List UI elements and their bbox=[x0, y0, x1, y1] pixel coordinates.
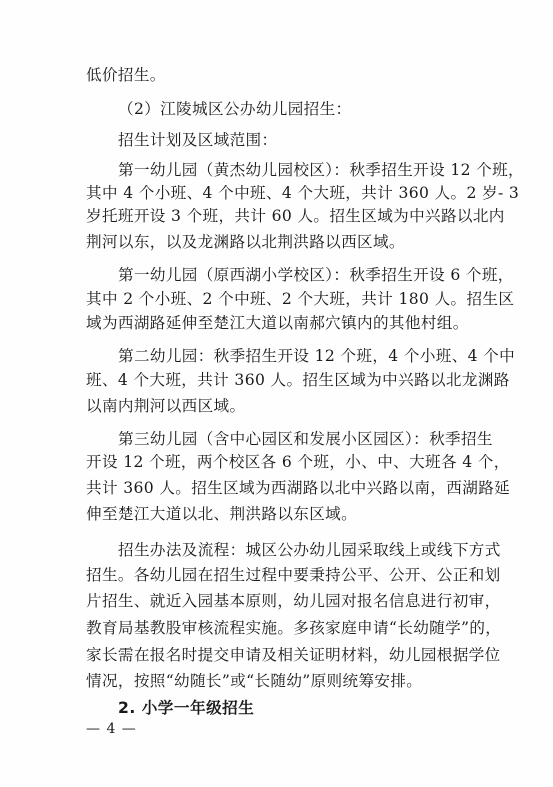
section-heading: （2）江陵城区公办幼儿园招生： bbox=[118, 100, 352, 118]
text-line: 开设 12 个班，两个校区各 6 个班，小、中、大班各 4 个， bbox=[86, 453, 510, 471]
text-line: 第一幼儿园（黄杰幼儿园校区）：秋季招生开设 12 个班， bbox=[118, 161, 525, 179]
page-number: — 4 — bbox=[86, 721, 137, 737]
text-line: 岁托班开设 3 个班，共计 60 人。招生区域为中兴路以北内 bbox=[86, 207, 505, 225]
subheading: 招生计划及区域范围： bbox=[118, 131, 278, 149]
text-line: 家长需在报名时提交申请及相关证明材料，幼儿园根据学位 bbox=[86, 646, 501, 664]
text-line: 其中 2 个小班、2 个中班、2 个大班，共计 180 人。招生区 bbox=[86, 290, 515, 308]
text-line: 域为西湖路延伸至楚江大道以南郝穴镇内的其他村组。 bbox=[86, 314, 469, 332]
text-line: 荆河以东，以及龙渊路以北荆洪路以西区域。 bbox=[86, 233, 405, 251]
text-line: 招生办法及流程：城区公办幼儿园采取线上或线下方式 bbox=[118, 541, 501, 559]
text-line: 班、4 个大班，共计 360 人。招生区域为中兴路以北龙渊路 bbox=[86, 371, 510, 389]
text-line: 教育局基教股审核流程实施。多孩家庭申请“长幼随学”的， bbox=[86, 619, 502, 637]
text-line: 招生。各幼儿园在招生过程中要秉持公平、公开、公正和划 bbox=[86, 566, 501, 584]
text-line: 片招生、就近入园基本原则，幼儿园对报名信息进行初审， bbox=[86, 592, 501, 610]
text-line: 第一幼儿园（原西湖小学校区）：秋季招生开设 6 个班， bbox=[118, 266, 514, 284]
text-line: 以南内荆河以西区域。 bbox=[86, 397, 246, 415]
text-line: 低价招生。 bbox=[86, 66, 166, 84]
text-line: 第三幼儿园（含中心园区和发展小区园区）：秋季招生 bbox=[118, 430, 493, 448]
text-line: 情况，按照“幼随长”或“长随幼”原则统筹安排。 bbox=[86, 672, 423, 690]
section-heading: 2. 小学一年级招生 bbox=[118, 699, 255, 717]
text-line: 其中 4 个小班、4 个中班、4 个大班，共计 360 人。2 岁- 3 bbox=[86, 184, 520, 202]
text-line: 第二幼儿园：秋季招生开设 12 个班，4 个小班、4 个中 bbox=[118, 347, 516, 365]
text-line: 共计 360 人。招生区域为西湖路以北中兴路以南，西湖路延 bbox=[86, 479, 511, 497]
text-line: 伸至楚江大道以北、荆洪路以东区域。 bbox=[86, 505, 358, 523]
